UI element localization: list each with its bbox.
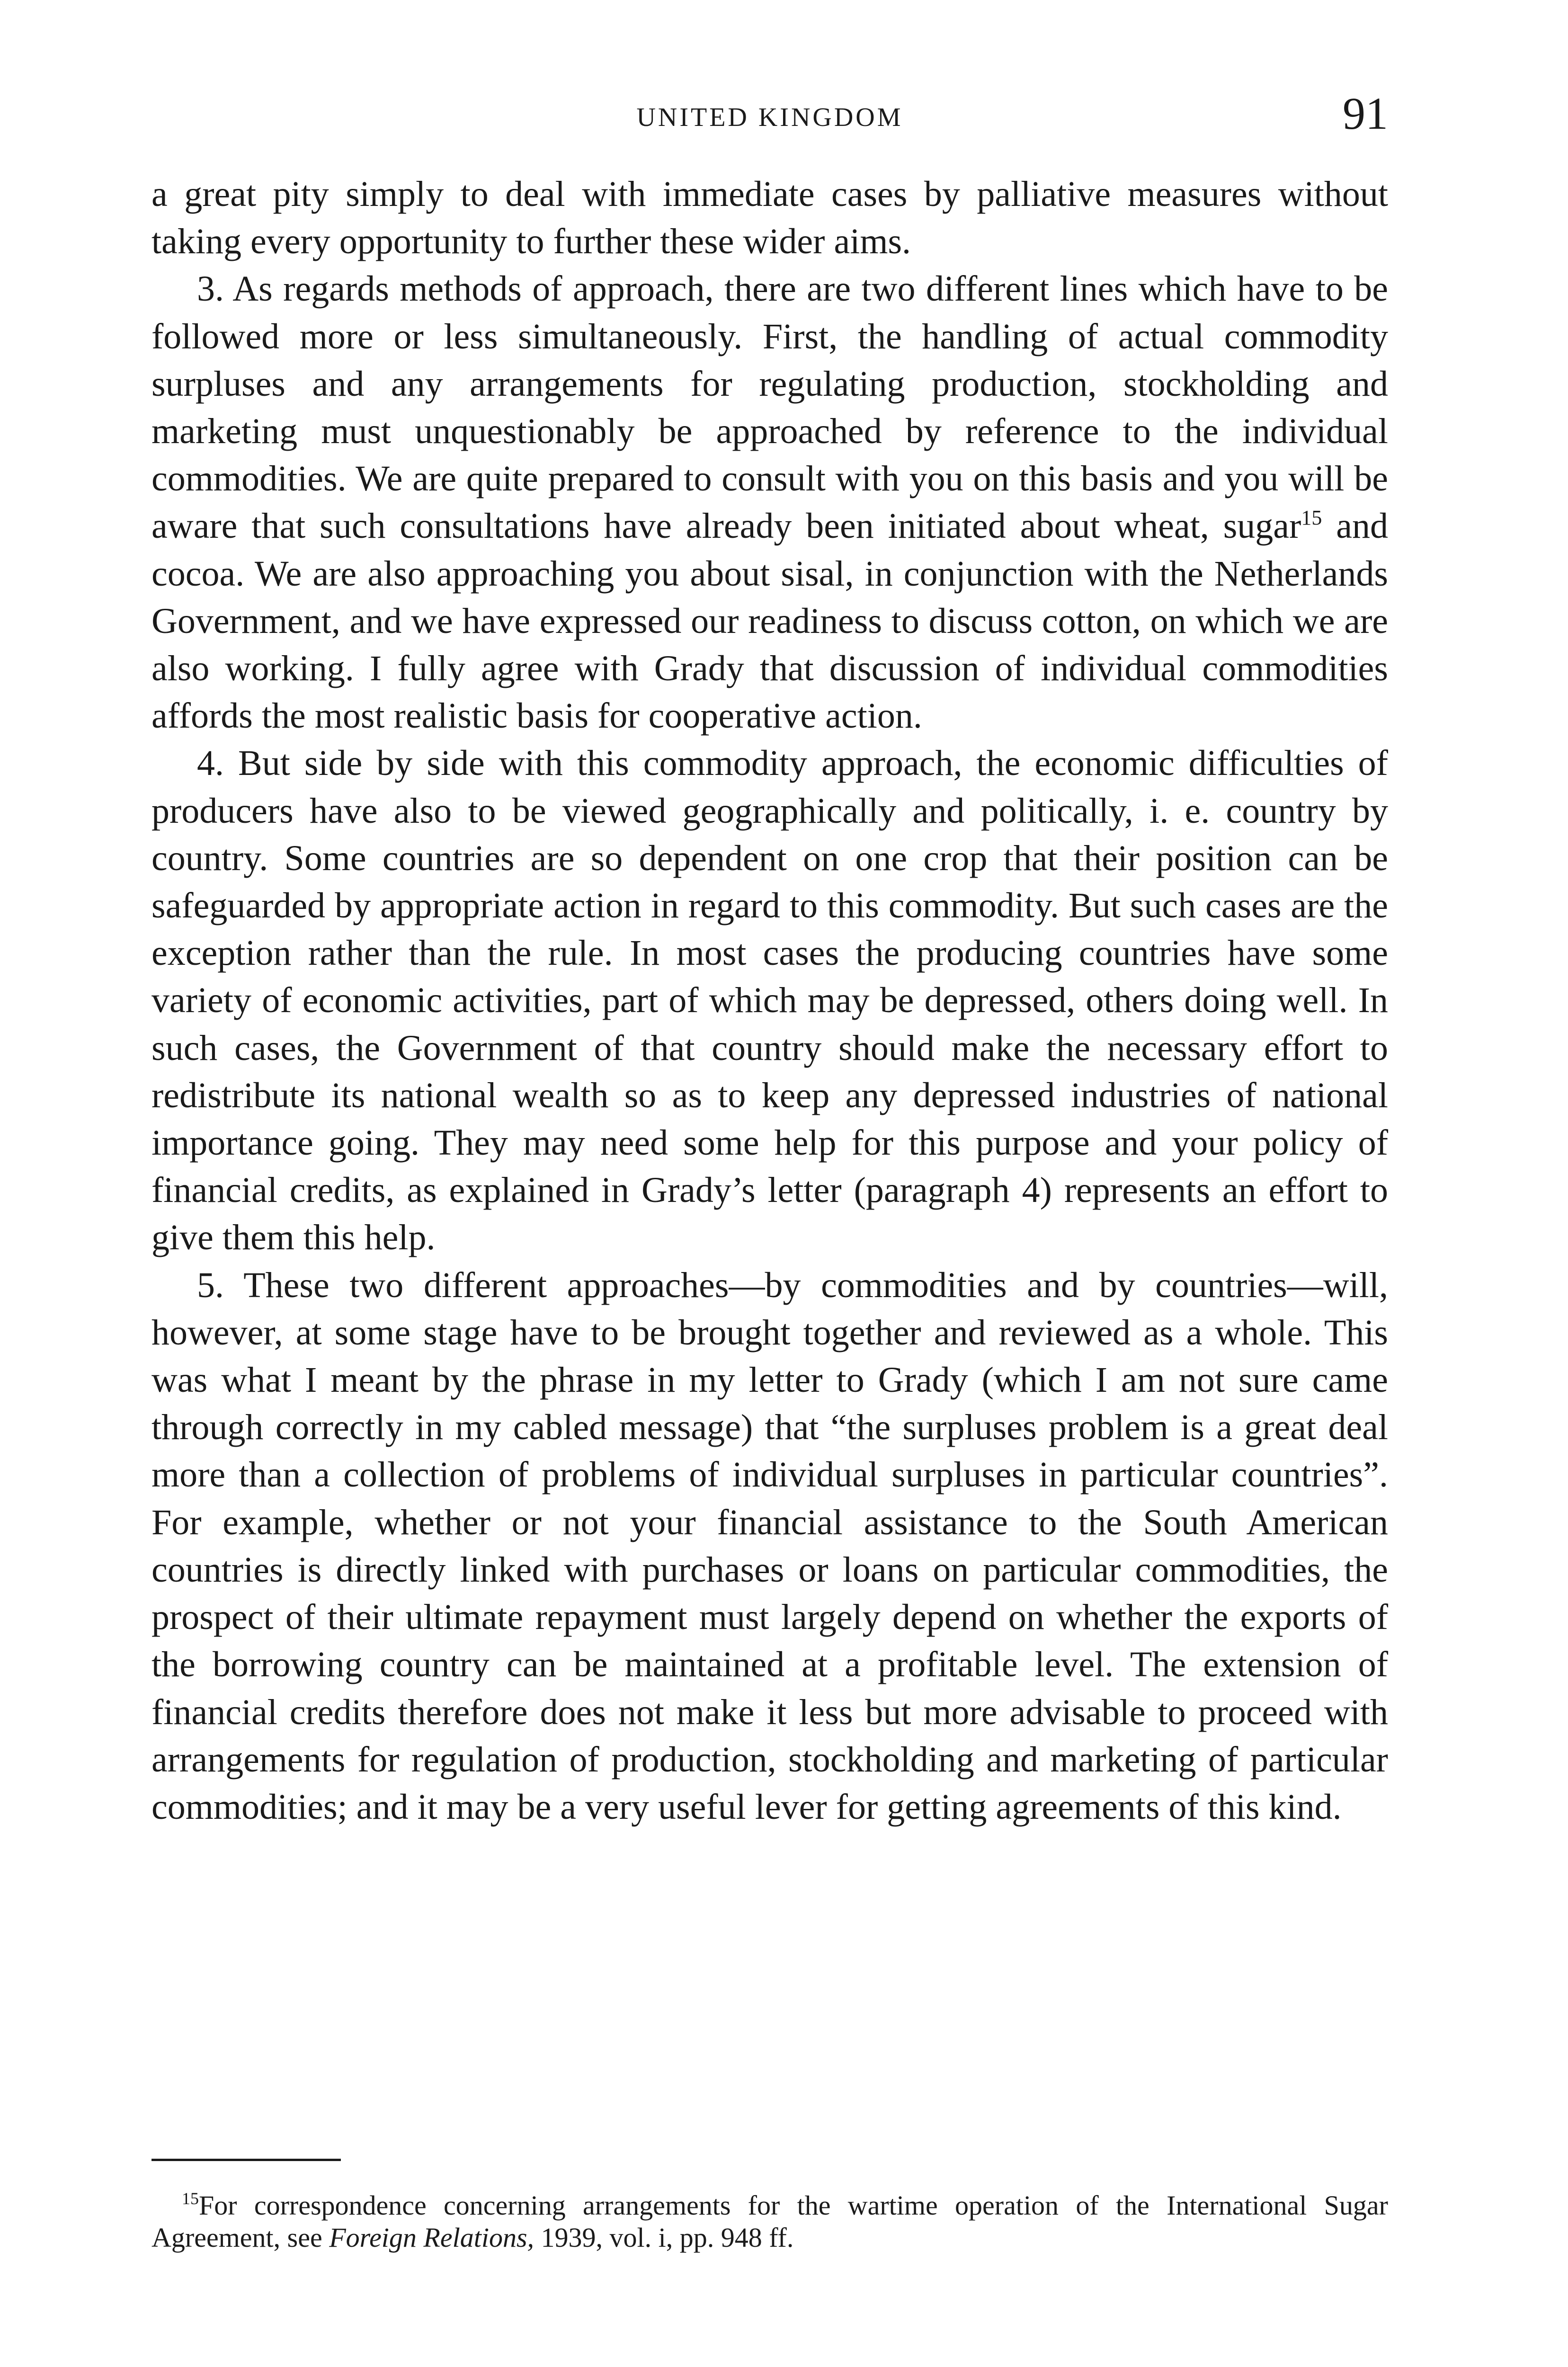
paragraph-text: 3. As regards methods of approach, there are two different lines which have to be followed more or less simultaneously. First, the handling of actual commodity surpluses and any arrangements for regulating production, stockholding and marketing must unquestionably be approached by reference to the individual commodities. We are quite prepared to consult with you on this basis and you will be aware that such consultations have already been initiated about wheat, sugar: [151, 269, 1388, 546]
paragraph-5: [151, 1262, 1388, 1831]
paragraph-4: [151, 739, 1388, 1261]
paragraph-continuation: [151, 170, 1388, 265]
footnote-reference[interactable]: 15: [1301, 506, 1322, 530]
footnote-text: For correspondence concerning arrangements for the wartime operation of the International Sugar Agreement, see: [151, 2190, 1388, 2253]
page-number: 91: [1343, 88, 1388, 139]
paragraph-3: [151, 265, 1388, 739]
footnote-15: [151, 2189, 1388, 2254]
paragraph-text: 4. But side by side with this commodity approach, the economic difficulties of producers have also to be viewed geographically and politically, i. e. country by country. Some countries are so dependent on one crop that their position can be safeguarded by appropriate action in regard to this commodity. But such cases are the exception rather than the rule. In most cases the producing countries have some variety of economic activities, part of which may be depressed, others doing well. In such cases, the Government of that country should make the necessary effort to redistribute its national wealth so as to keep any depressed industries of national importance going. They may need some help for this purpose and your policy of financial credits, as explained in Grady’s letter (paragraph 4) represents an effort to give them this help.: [151, 743, 1388, 1258]
paragraph-text: 5. These two different approaches—by commodities and by countries—will, however, at some stage have to be brought together and reviewed as a whole. This was what I meant by the phrase in my letter to Grady (which I am not sure came through correctly in my cabled message) that “the surpluses problem is a great deal more than a collection of problems of individual surpluses in particular countries”. For example, whether or not your financial assistance to the South American countries is directly linked with purchases or loans on particular commodities, the prospect of their ultimate repayment must largely depend on whether the exports of the borrowing country can be maintained at a profitable level. The extension of financial credits therefore does not make it less but more advisable to proceed with arrangements for regulation of production, stockholding and marketing of particular commodities; and it may be a very useful lever for getting agreements of this kind.: [151, 1265, 1388, 1827]
footnote-citation-title: Foreign Relations,: [329, 2222, 535, 2253]
footnote-marker: 15: [182, 2189, 199, 2208]
body-text: [151, 170, 1388, 1831]
footnote-divider: [151, 2159, 341, 2161]
paragraph-text: and cocoa. We are also approaching you about sisal, in conjunction with the Netherlands Government, and we have expressed our readiness to discuss cotton, on which we are also working. I fully agree with Grady that discussion of individual commodities affords the most realistic basis for cooperative action.: [151, 506, 1389, 736]
running-title: UNITED KINGDOM: [636, 103, 903, 132]
running-head: [151, 85, 1388, 142]
footnote-text: 1939, vol. i, pp. 948 ff.: [534, 2222, 794, 2253]
footnotes: [151, 2189, 1388, 2254]
paragraph-text: a great pity simply to deal with immediate cases by palliative measures without taking every opportunity to further these wider aims.: [151, 174, 1388, 262]
